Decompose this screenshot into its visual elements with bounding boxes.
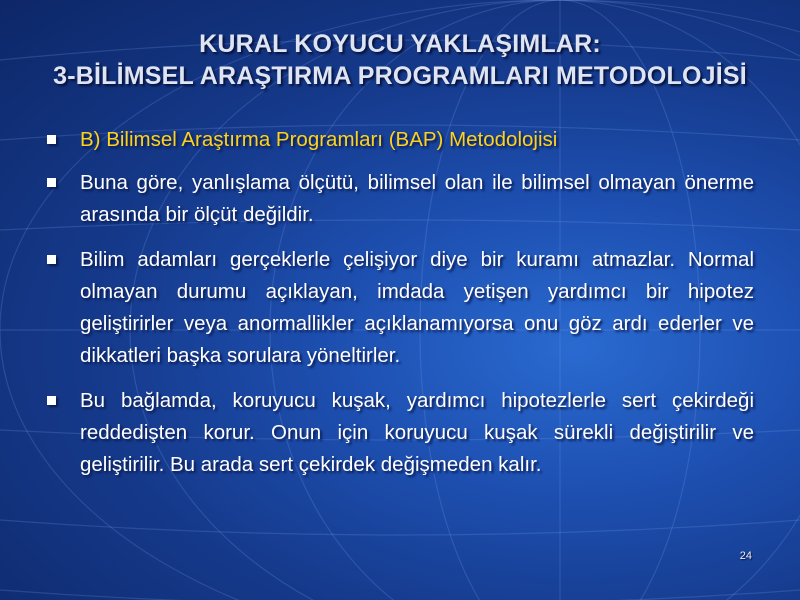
square-bullet-icon bbox=[47, 135, 56, 144]
bullet-text: Bilim adamları gerçeklerle çelişiyor diye bir kuramı atmazlar. Normal olmayan durumu açıklayan, imdada yetişen yardımcı bir hipotez geliştirirler veya anormallikler açıklanamıyorsa onu göz ardı ederler ve dikkatleri başka sorulara yöneltirler. bbox=[80, 248, 754, 367]
bullet-list bbox=[47, 124, 754, 494]
square-bullet-icon bbox=[47, 255, 56, 264]
slide-title-line-1: KURAL KOYUCU YAKLAŞIMLAR: bbox=[199, 30, 601, 58]
bullet-item-heading bbox=[47, 124, 754, 156]
page-number: 24 bbox=[739, 550, 752, 562]
bullet-item bbox=[47, 244, 754, 372]
bullet-text: Buna göre, yanlışlama ölçütü, bilimsel olan ile bilimsel olmayan önerme arasında bir ölçüt değildir. bbox=[80, 171, 754, 226]
bullet-text: Bu bağlamda, koruyucu kuşak, yardımcı hipotezlerle sert çekirdeği reddedişten korur. Onun için koruyucu kuşak sürekli değiştirilir ve geliştirilir. Bu arada sert çekirdek değişmeden kalır. bbox=[80, 389, 754, 476]
slide-title bbox=[0, 28, 800, 92]
square-bullet-icon bbox=[47, 178, 56, 187]
bullet-item bbox=[47, 167, 754, 231]
square-bullet-icon bbox=[47, 396, 56, 405]
bullet-text: B) Bilimsel Araştırma Programları (BAP) Metodolojisi bbox=[80, 128, 558, 151]
bullet-item bbox=[47, 385, 754, 481]
slide-title-line-2: 3-BİLİMSEL ARAŞTIRMA PROGRAMLARI METODOLOJİSİ bbox=[53, 62, 747, 90]
